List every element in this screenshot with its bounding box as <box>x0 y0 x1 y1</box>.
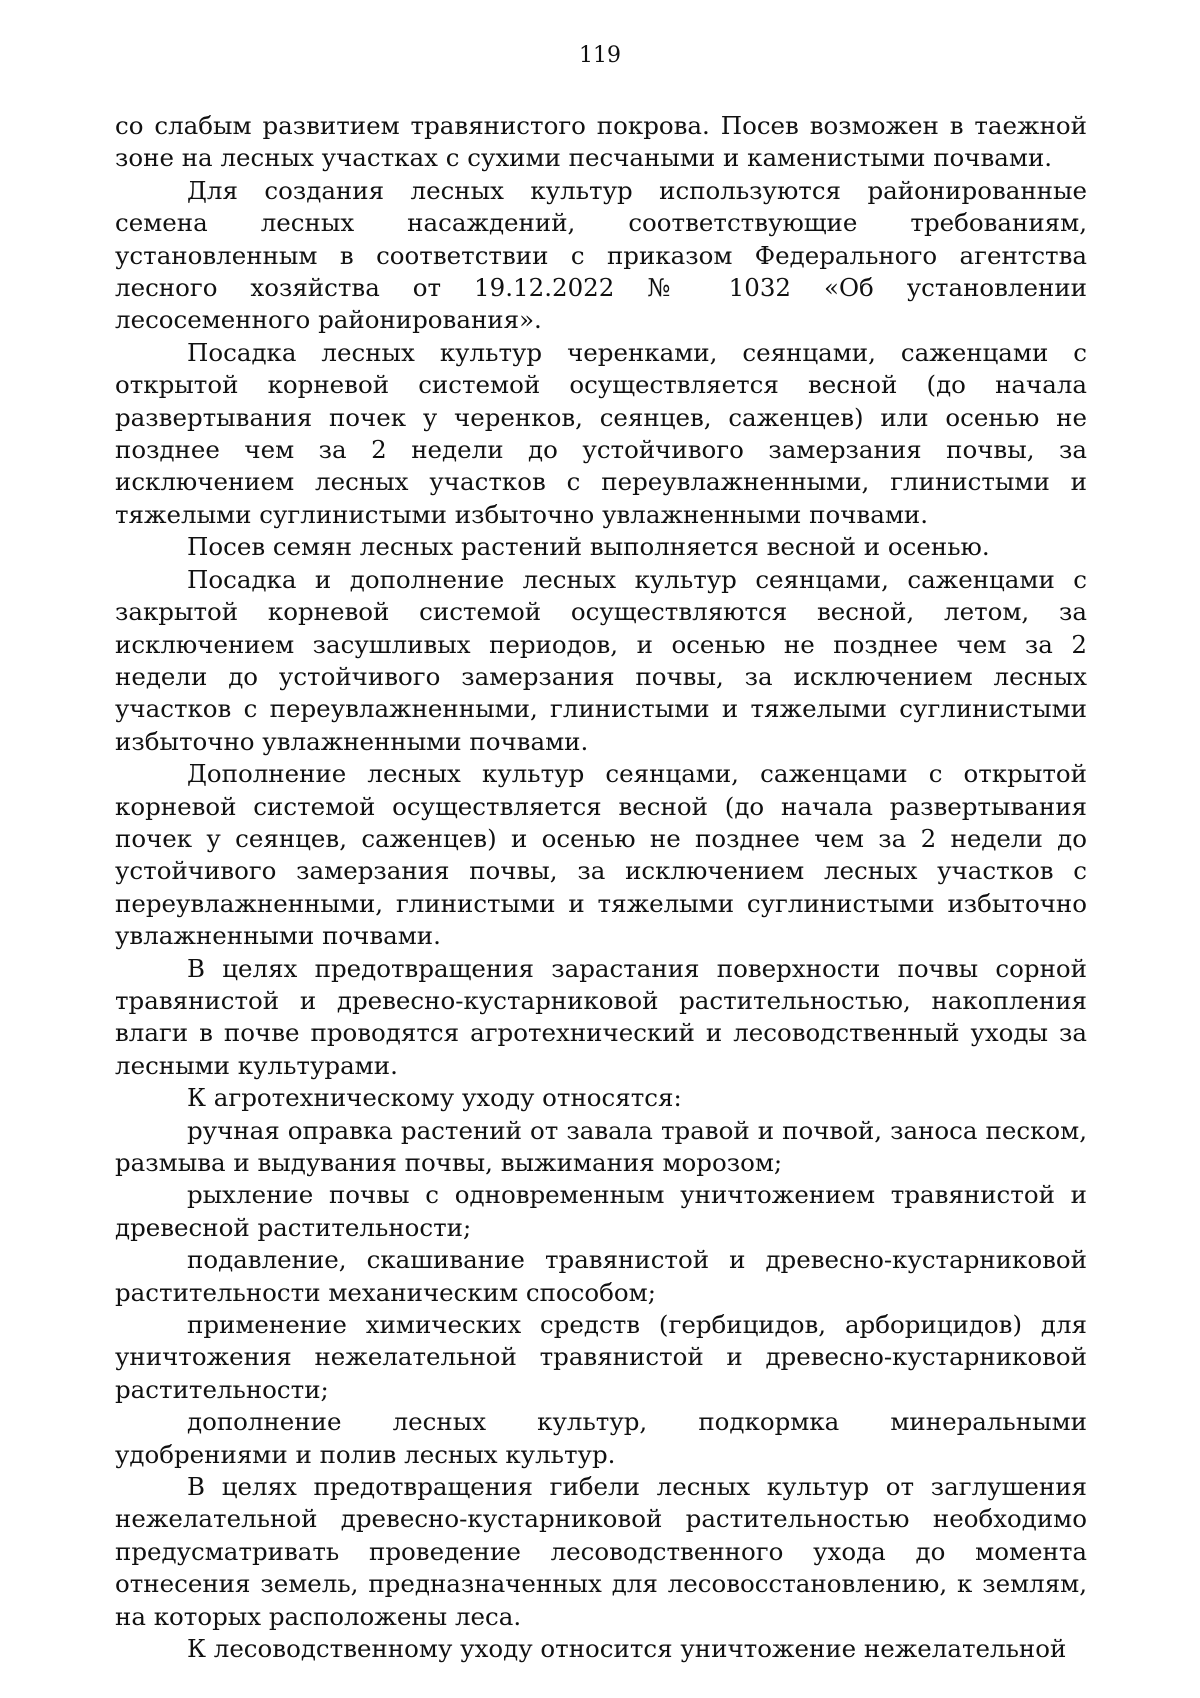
paragraph: Посадка и дополнение лесных культур сеянцами, саженцами с закрытой корневой системой осуществляются весной, летом, за исключением засушливых периодов, и осенью не позднее чем за 2 недели до устойчивого замерзания почвы, за исключением лесных участков с переувлажненными, глинистыми и тяжелыми суглинистыми избыточно увлажненными почвами. <box>115 564 1087 756</box>
paragraph: со слабым развитием травянистого покрова. Посев возможен в таежной зоне на лесных участках с сухими песчаными и каменистыми почвами. <box>115 111 1087 173</box>
paragraph: Для создания лесных культур используются районированные семена лесных насаждений, соответствующие требованиям, установленным в соответствии с приказом Федерального агентства лесного хозяйства от 19.12.2022 № 1032 «Об установлении лесосеменного районирования». <box>115 175 1087 335</box>
paragraph: Дополнение лесных культур сеянцами, саженцами с открытой корневой системой осуществляется весной (до начала развертывания почек у сеянцев, саженцев) и осенью не позднее чем за 2 недели до устойчивого замерзания почвы, за исключением лесных участков с переувлажненными, глинистыми и тяжелыми суглинистыми избыточно увлажненными почвами. <box>115 759 1087 951</box>
paragraph: К лесоводственному уходу относится уничтожение нежелательной <box>187 1634 1067 1664</box>
list-item: дополнение лесных культур, подкормка минеральными удобрениями и полив лесных культур. <box>115 1407 1087 1469</box>
list-item: применение химических средств (гербицидов, арборицидов) для уничтожения нежелательной травянистой и древесно-кустарниковой растительности; <box>115 1310 1087 1404</box>
paragraph: Посадка лесных культур черенками, сеянцами, саженцами с открытой корневой системой осуществляется весной (до начала развертывания почек у черенков, сеянцев, саженцев) или осенью не позднее чем за 2 недели до устойчивого замерзания почвы, за исключением лесных участков с переувлажненными, глинистыми и тяжелыми суглинистыми избыточно увлажненными почвами. <box>115 337 1087 529</box>
list-intro: К агротехническому уходу относятся: <box>187 1083 682 1113</box>
paragraph: Посев семян лесных растений выполняется весной и осенью. <box>187 532 990 562</box>
list-item: ручная оправка растений от завала травой и почвой, заноса песком, размыва и выдувания почвы, выжимания морозом; <box>115 1115 1087 1177</box>
page-number: 119 <box>579 43 621 68</box>
paragraph: В целях предотвращения гибели лесных культур от заглушения нежелательной древесно-кустарниковой растительностью необходимо предусматривать проведение лесоводственного ухода до момента отнесения земель, предназначенных для лесовосстановлению, к землям, на которых расположены леса. <box>115 1472 1087 1631</box>
list-item: рыхление почвы с одновременным уничтожением травянистой и древесной растительности; <box>115 1180 1087 1242</box>
paragraph: В целях предотвращения зарастания поверхности почвы сорной травянистой и древесно-кустарниковой растительностью, накопления влаги в почве проводятся агротехнический и лесоводственный уходы за лесными культурами. <box>115 953 1087 1080</box>
list-item: подавление, скашивание травянистой и древесно-кустарниковой растительности механическим способом; <box>115 1245 1087 1307</box>
document-body <box>115 110 1087 1666</box>
